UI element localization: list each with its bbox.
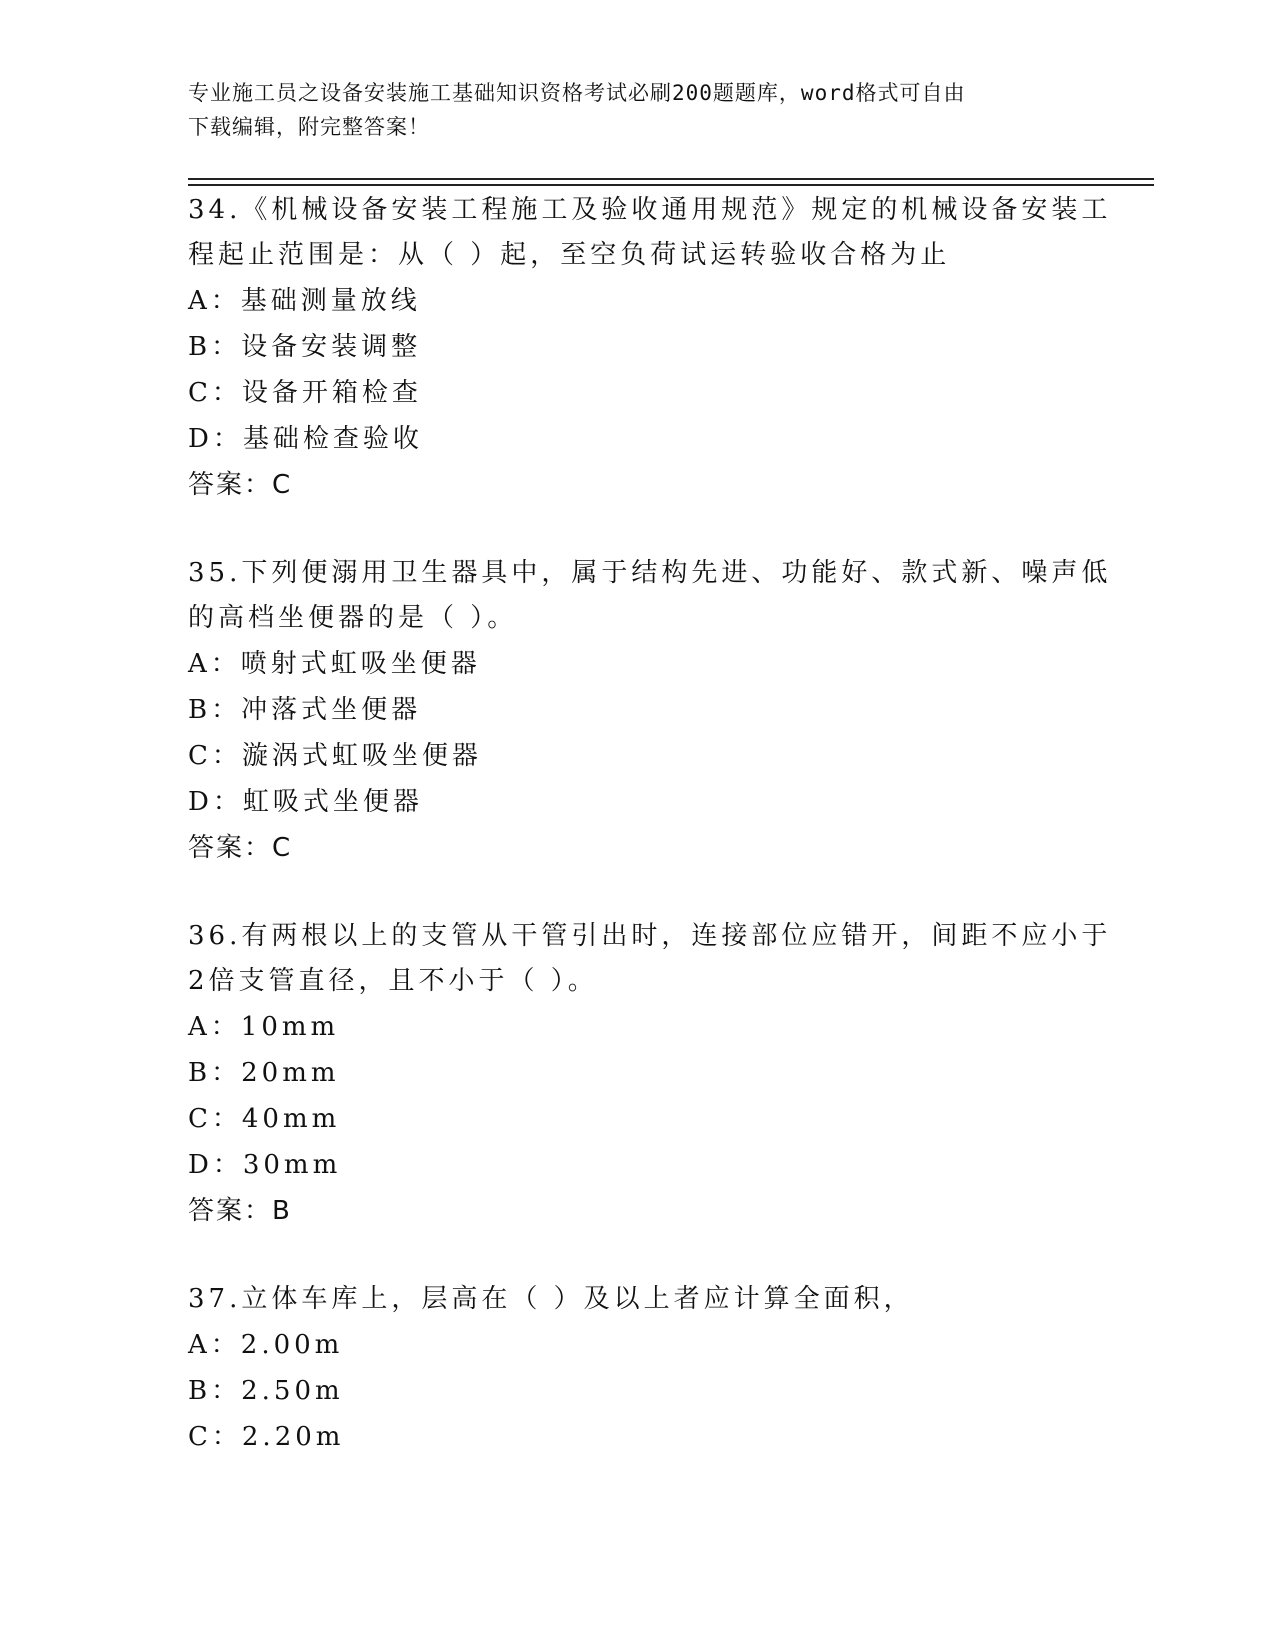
question-stem-line: 程起止范围是：从（ ）起，至空负荷试运转验收合格为止 [188, 240, 951, 270]
option-b: B：2.50m [188, 1376, 344, 1406]
option-d: D：基础检查验收 [188, 424, 423, 454]
document-header [188, 76, 1088, 144]
question-stem-line: 35.下列便溺用卫生器具中，属于结构先进、功能好、款式新、噪声低 [188, 558, 1112, 588]
header-text-line-2: 下载编辑，附完整答案！ [188, 115, 430, 139]
option-c: C：设备开箱检查 [188, 378, 422, 408]
question-stem-line: 的高档坐便器的是（ ）。 [188, 603, 518, 633]
question-35 [188, 551, 1112, 871]
answer-line: 答案：C [188, 833, 293, 863]
option-c: C：2.20m [188, 1422, 345, 1452]
question-stem-line: 37.立体车库上，层高在（ ）及以上者应计算全面积， [188, 1284, 914, 1314]
option-b: B：冲落式坐便器 [188, 695, 422, 725]
question-stem-line: 2倍支管直径，且不小于（ ）。 [188, 966, 598, 996]
option-c: C：40mm [188, 1104, 341, 1134]
option-b: B：设备安装调整 [188, 332, 422, 362]
divider-line-bottom [188, 184, 1154, 186]
divider-line-top [188, 178, 1154, 180]
question-36 [188, 914, 1112, 1234]
question-stem-line: 36.有两根以上的支管从干管引出时，连接部位应错开，间距不应小于 [188, 921, 1112, 951]
option-b: B：20mm [188, 1058, 340, 1088]
question-34 [188, 188, 1112, 508]
option-a: A：2.00m [188, 1330, 344, 1360]
option-c: C：漩涡式虹吸坐便器 [188, 741, 482, 771]
question-stem-line: 34.《机械设备安装工程施工及验收通用规范》规定的机械设备安装工 [188, 195, 1112, 225]
header-text-line-1: 专业施工员之设备安装施工基础知识资格考试必刷200题题库，word格式可自由 [188, 81, 966, 105]
answer-line: 答案：B [188, 1196, 292, 1226]
option-a: A：10mm [188, 1012, 340, 1042]
question-37 [188, 1277, 1088, 1460]
option-a: A：基础测量放线 [188, 286, 421, 316]
option-a: A：喷射式虹吸坐便器 [188, 649, 481, 679]
option-d: D：虹吸式坐便器 [188, 787, 423, 817]
option-d: D：30mm [188, 1150, 342, 1180]
answer-line: 答案：C [188, 470, 293, 500]
